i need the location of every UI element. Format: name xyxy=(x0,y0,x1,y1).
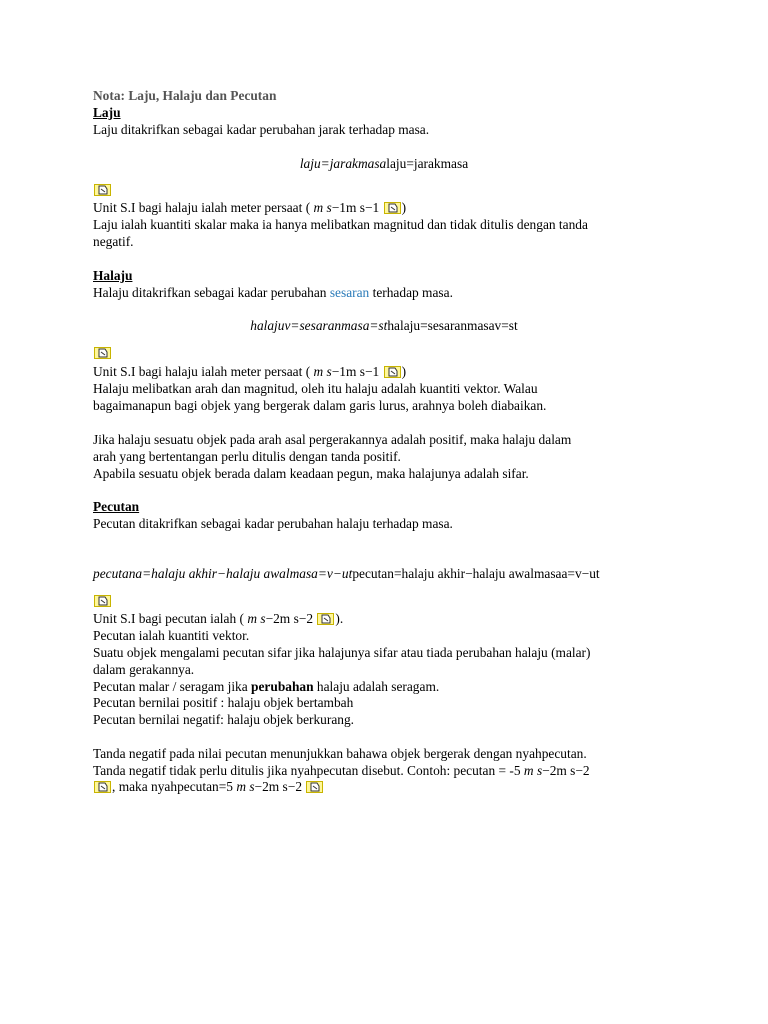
halaju-vector-line-2: bagaimanapun bagi objek yang bergerak dalam garis lurus, arahnya boleh diabaikan. xyxy=(93,398,547,413)
sesaran-link[interactable]: sesaran xyxy=(329,285,370,300)
decel-line-2-before: Tanda negatif tidak perlu ditulis jika nyahpecutan disebut. Contoh: pecutan = -5 xyxy=(93,763,524,778)
halaju-formula-image xyxy=(93,345,112,362)
page-title: Nota: Laju, Halaju dan Pecutan xyxy=(93,88,277,103)
halaju-formula-plain: halaju=sesaranmasav=st xyxy=(387,318,518,333)
halaju-unit xyxy=(93,364,406,381)
halaju-definition xyxy=(93,285,453,302)
laju-formula xyxy=(0,156,768,173)
broken-image-icon xyxy=(384,202,401,214)
halaju-unit-close: ) xyxy=(401,364,407,379)
halaju-formula-italic: halajuv=sesaranmasa=st xyxy=(250,318,388,333)
halaju-sign-line-2: arah yang bertentangan perlu ditulis dengan tanda positif. xyxy=(93,449,401,464)
halaju-formula xyxy=(0,318,768,335)
broken-image-icon xyxy=(306,781,323,793)
decel-line-3-before: , maka nyahpecutan=5 xyxy=(112,779,237,794)
decel-line-3 xyxy=(93,779,324,796)
laju-formula-italic: laju=jarakmasa xyxy=(299,156,387,171)
halaju-unit-italic: m s xyxy=(313,364,332,379)
halaju-unit-prefix: Unit S.I bagi halaju ialah meter persaat ( xyxy=(93,364,314,379)
broken-image-icon xyxy=(94,595,111,607)
pecutan-uniform-line xyxy=(93,679,439,696)
laju-formula-image xyxy=(93,182,112,199)
laju-unit-italic: m s xyxy=(313,200,332,215)
laju-unit xyxy=(93,200,406,217)
halaju-rest-line: Apabila sesuatu objek berada dalam keadaan pegun, maka halajunya adalah sifar. xyxy=(93,466,529,481)
heading-halaju: Halaju xyxy=(93,268,133,283)
broken-image-icon xyxy=(317,613,334,625)
laju-unit-prefix: Unit S.I bagi halaju ialah meter persaat ( xyxy=(93,200,314,215)
pecutan-vector-line: Pecutan ialah kuantiti vektor. xyxy=(93,628,250,643)
uniform-before: Pecutan malar / seragam jika xyxy=(93,679,252,694)
pecutan-definition: Pecutan ditakrifkan sebagai kadar perubahan halaju terhadap masa. xyxy=(93,516,453,531)
laju-definition: Laju ditakrifkan sebagai kadar perubahan jarak terhadap masa. xyxy=(93,122,430,137)
uniform-after: halaju adalah seragam. xyxy=(313,679,440,694)
pecutan-formula-image xyxy=(93,593,112,610)
pecutan-unit-close: ). xyxy=(335,611,344,626)
pecutan-positive-line: Pecutan bernilai positif : halaju objek bertambah xyxy=(93,695,354,710)
decel-line-2-tail: −2m s−2 xyxy=(542,763,590,778)
broken-image-icon xyxy=(384,366,401,378)
broken-image-icon xyxy=(94,347,111,359)
halaju-definition-after: terhadap masa. xyxy=(369,285,453,300)
pecutan-formula-italic: pecutana=halaju akhir−halaju awalmasa=v−ut xyxy=(93,566,353,581)
laju-unit-tail: −1m s−1 xyxy=(331,200,383,215)
decel-line-2-italic: m s xyxy=(523,763,543,778)
broken-image-icon xyxy=(94,184,111,196)
pecutan-unit-prefix: Unit S.I bagi pecutan ialah ( xyxy=(93,611,248,626)
decel-line-3-tail: −2m s−2 xyxy=(254,779,306,794)
heading-laju: Laju xyxy=(93,105,121,120)
decel-line-2 xyxy=(93,763,590,780)
pecutan-zero-line-1: Suatu objek mengalami pecutan sifar jika halajunya sifar atau tiada perubahan halaju (malar) xyxy=(93,645,591,660)
halaju-vector-line-1: Halaju melibatkan arah dan magnitud, oleh itu halaju adalah kuantiti vektor. Walau xyxy=(93,381,538,396)
pecutan-unit xyxy=(93,611,343,628)
pecutan-formula-plain: pecutan=halaju akhir−halaju awalmasaa=v−ut xyxy=(352,566,600,581)
pecutan-unit-italic: m s xyxy=(247,611,266,626)
pecutan-formula xyxy=(93,566,600,583)
decel-line-3-italic: m s xyxy=(236,779,255,794)
heading-pecutan: Pecutan xyxy=(93,499,140,514)
pecutan-negative-line: Pecutan bernilai negatif: halaju objek berkurang. xyxy=(93,712,355,727)
laju-scalar-line-1: Laju ialah kuantiti skalar maka ia hanya melibatkan magnitud dan tidak ditulis dengan tanda xyxy=(93,217,588,232)
laju-scalar-line-2: negatif. xyxy=(93,234,134,249)
broken-image-icon xyxy=(94,781,111,793)
halaju-definition-before: Halaju ditakrifkan sebagai kadar perubahan xyxy=(93,285,330,300)
halaju-sign-line-1: Jika halaju sesuatu objek pada arah asal pergerakannya adalah positif, maka halaju dalam xyxy=(93,432,572,447)
laju-formula-plain: laju=jarakmasa xyxy=(386,156,469,171)
laju-unit-close: ) xyxy=(401,200,407,215)
uniform-bold: perubahan xyxy=(251,679,314,694)
pecutan-unit-tail: −2m s−2 xyxy=(265,611,317,626)
decel-line-1: Tanda negatif pada nilai pecutan menunjukkan bahawa objek bergerak dengan nyahpecutan. xyxy=(93,746,587,761)
halaju-unit-tail: −1m s−1 xyxy=(331,364,383,379)
pecutan-zero-line-2: dalam gerakannya. xyxy=(93,662,195,677)
